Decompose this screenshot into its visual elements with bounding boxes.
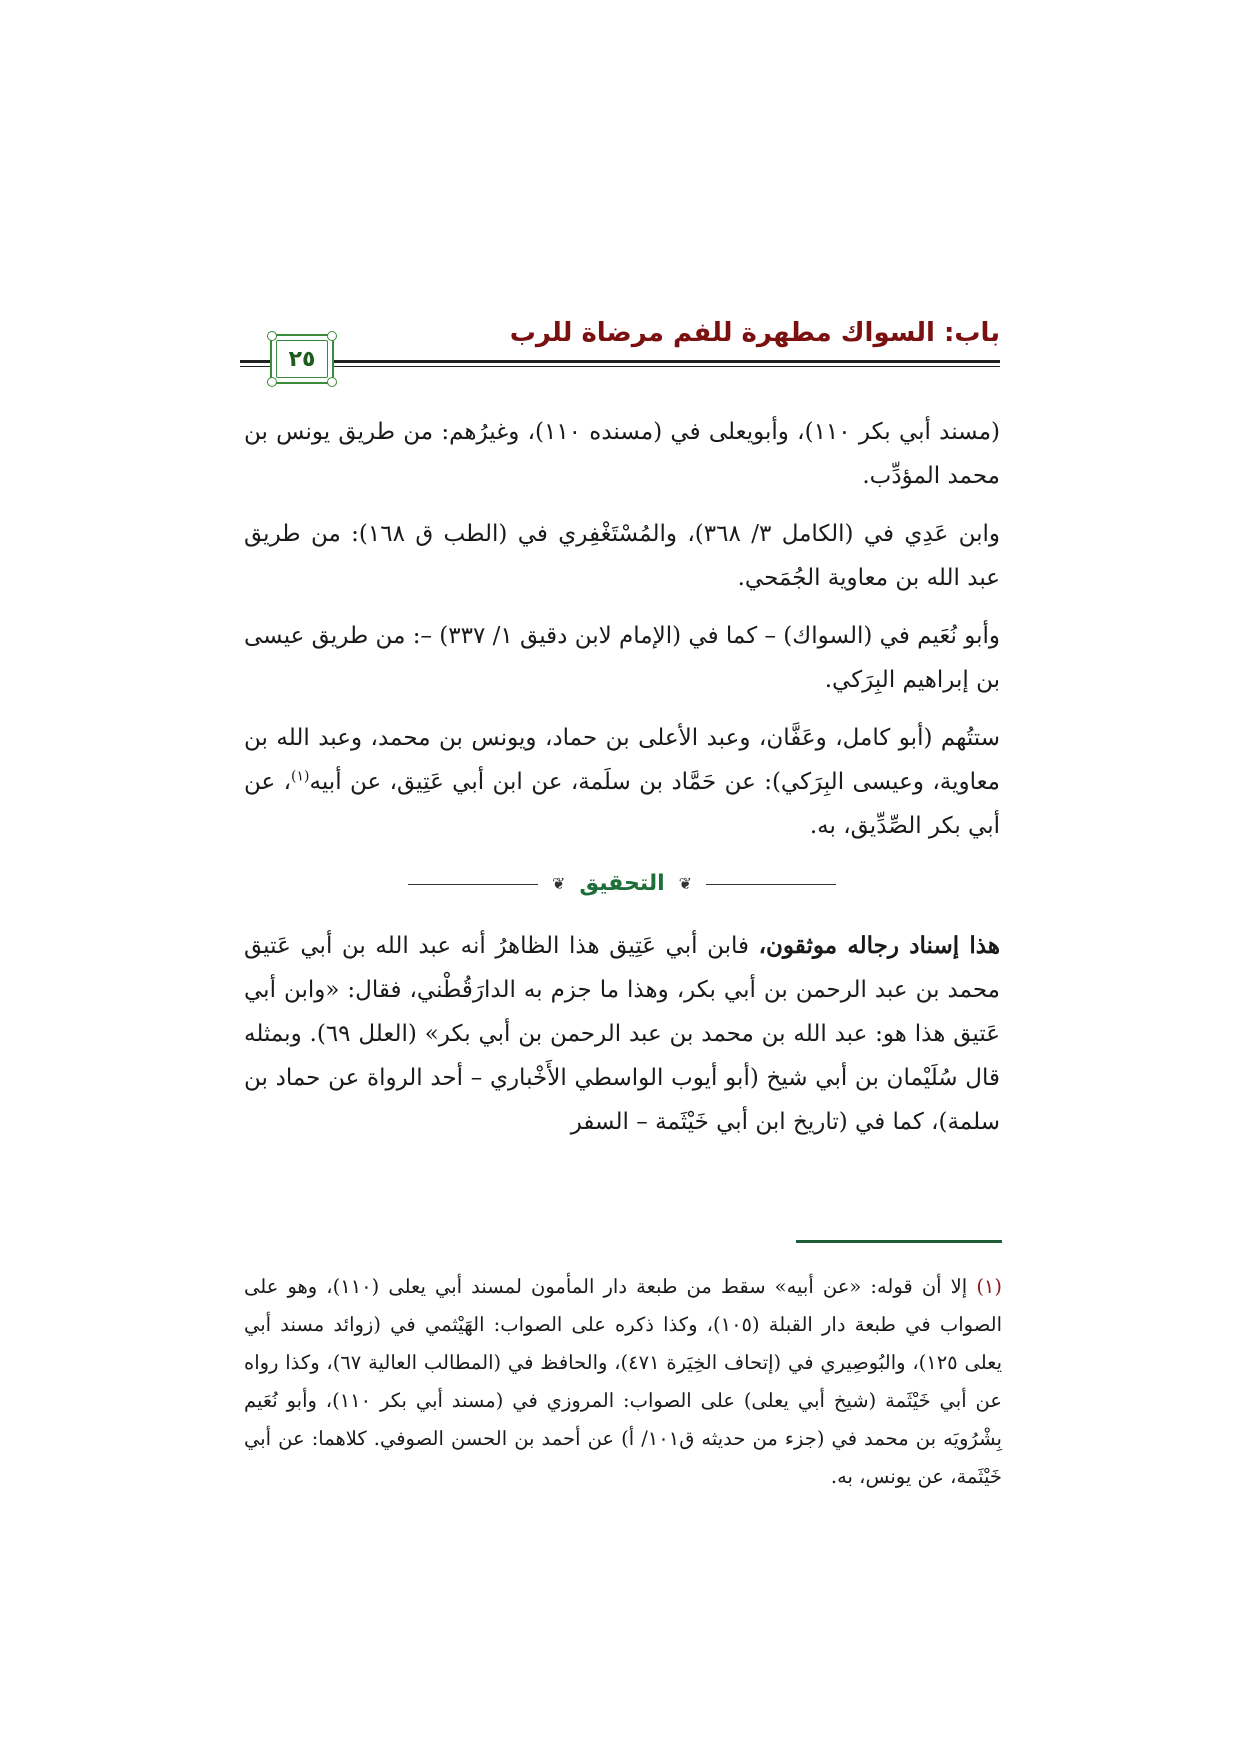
paragraph-text: ستتُهم (أبو كامل، وعَفَّان، وعبد الأعلى بن حماد، ويونس بن محمد، وعبد الله بن معاوية، وعيسى البِرَكي): عن حَمَّاد بن سلَمة، عن ابن أبي عَتِيق، عن أبيه [244, 725, 1001, 795]
badge-corner-ornament [327, 331, 337, 341]
footnote-separator [796, 1240, 1002, 1243]
badge-corner-ornament [267, 331, 277, 341]
page-number-badge [270, 334, 334, 384]
divider-line [408, 884, 538, 885]
analysis-paragraph [244, 924, 1000, 1144]
ornament-icon: ❦ [551, 874, 566, 893]
badge-corner-ornament [267, 377, 277, 387]
footnotes [244, 1268, 1002, 1496]
header-rule-top [240, 360, 1000, 363]
paragraph: (مسند أبي بكر ١١٠)، وأبويعلى في (مسنده ١١٠)، وغيرُهم: من طريق يونس بن محمد المؤدِّب. [244, 419, 1000, 489]
header-rule-bottom [240, 366, 1000, 367]
footnote-reference[interactable]: (١) [291, 768, 310, 785]
paragraph [244, 716, 1000, 848]
section-divider [244, 862, 1000, 906]
chapter-title: باب: السواك مطهرة للفم مرضاة للرب [509, 318, 1000, 348]
bold-lead: هذا إسناد رجاله موثقون، [758, 932, 1000, 959]
paragraph: وأبو نُعَيم في (السواك) – كما في (الإمام لابن دقيق ١/ ٣٣٧) –: من طريق عيسى بن إبراهيم البِرَكي. [244, 623, 1001, 693]
ornament-icon: ❦ [678, 874, 693, 893]
analysis-text: فابن أبي عَتِيق هذا الظاهرُ أنه عبد الله بن أبي عَتيق محمد بن عبد الرحمن بن أبي بكر، وهذا ما جزم به الدارَقُطْني، فقال: «وابن أبي عَتيق هذا هو: عبد الله بن محمد بن عبد الرحمن بن أبي بكر» (العلل ٦٩). وبمثله قال سُلَيْمان بن أبي شيخ (أبو أيوب الواسطي الأَخْباري – أحد الرواة عن حماد بن سلمة)، كما في (تاريخ ابن أبي خَيْثَمة – السفر [244, 933, 1000, 1135]
paragraph: وابن عَدِي في (الكامل ٣/ ٣٦٨)، والمُسْتَغْفِري في (الطب ق ١٦٨): من طريق عبد الله بن معاوية الجُمَحي. [244, 521, 1001, 591]
footnote-number: (١) [976, 1275, 1003, 1298]
badge-corner-ornament [327, 377, 337, 387]
divider-line [706, 884, 836, 885]
footnote [244, 1268, 1002, 1496]
paragraph-text: ، عن أبي بكر الصِّدِّيق، به. [244, 769, 1000, 839]
footnote-text: إلا أن قوله: «عن أبيه» سقط من طبعة دار المأمون لمسند أبي يعلى (١١٠)، وهو على الصواب في طبعة دار القبلة (١٠٥)، وكذا ذكره على الصواب: الهَيْثمي في (زوائد مسند أبي يعلى ١٢٥)، والبُوصِيري في (إتحاف الخِيَرة ٤٧١)، والحافظ في (المطالب العالية ٦٧)، وكذا رواه عن أبي خَيْثَمة (شيخ أبي يعلى) على الصواب: المروزي في (مسند أبي بكر ١١٠)، وأبو نُعَيم بِشْرُويَه بن محمد في (جزء من حديثه ق١٠١/ أ) عن أحمد بن الحسن الصوفي. كلاهما: عن أبي خَيْثَمة، عن يونس، به. [244, 1275, 1002, 1488]
page-number: ٢٥ [276, 340, 328, 378]
main-text [244, 410, 1000, 1144]
section-title: التحقيق [579, 871, 665, 896]
page-header [240, 318, 1000, 378]
